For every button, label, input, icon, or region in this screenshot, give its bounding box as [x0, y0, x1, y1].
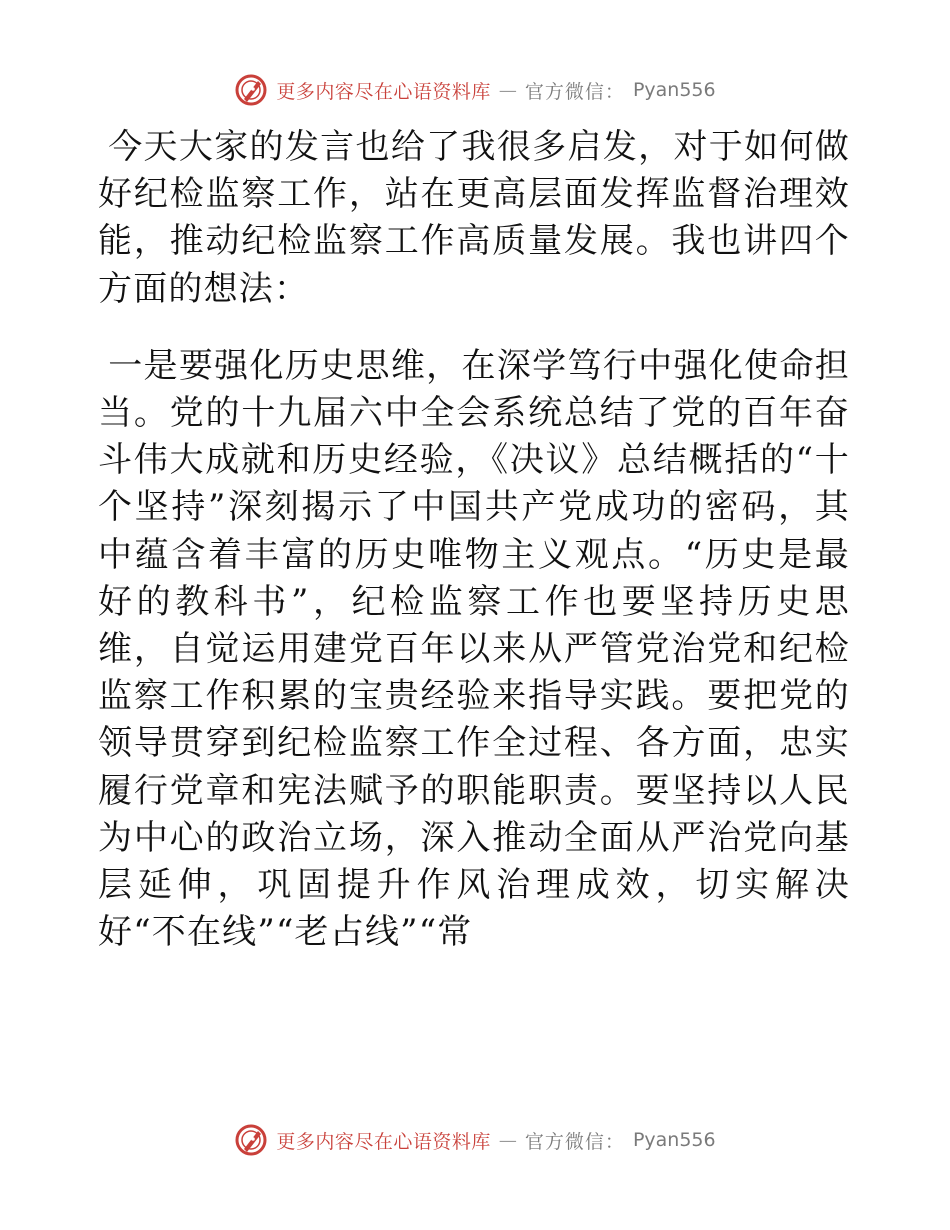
paragraph-intro: 今天大家的发言也给了我很多启发，对于如何做好纪检监察工作，站在更高层面发挥监督治理效能，推动纪检监察工作高质量发展。我也讲四个方面的想法： [98, 127, 850, 309]
brand-text: 更多内容尽在心语资料库 [276, 80, 491, 103]
banner-separator: — [498, 79, 517, 101]
header-watermark [0, 70, 950, 110]
pen-nib-circle-icon [234, 73, 268, 107]
wechat-id: Pyan556 [632, 79, 716, 101]
footer-watermark [0, 1120, 950, 1160]
wechat-label: 官方微信： [524, 1130, 625, 1153]
paragraph-history-thinking: 一是要强化历史思维，在深学笃行中强化使命担当。党的十九届六中全会系统总结了党的百年奋斗伟大成就和历史经验，《决议》总结概括的“十个坚持”深刻揭示了中国共产党成功的密码，其中蕴含着丰富的历史唯物主义观点。“历史是最好的教科书”，纪检监察工作也要坚持历史思维，自觉运用建党百年以来从严管党治党和纪检监察工作积累的宝贵经验来指导实践。要把党的领导贯穿到纪检监察工作全过程、各方面，忠实履行党章和宪法赋予的职能职责。要坚持以人民为中心的政治立场，深入推动全面从严治党向基层延伸，巩固提升作风治理成效，切实解决好“不在线”“老占线”“常 [98, 345, 850, 953]
document-body [98, 124, 850, 956]
wechat-label: 官方微信： [524, 80, 625, 103]
banner-separator: — [498, 1129, 517, 1151]
brand-text: 更多内容尽在心语资料库 [276, 1130, 491, 1153]
wechat-id: Pyan556 [632, 1129, 716, 1151]
pen-nib-circle-icon [234, 1123, 268, 1157]
